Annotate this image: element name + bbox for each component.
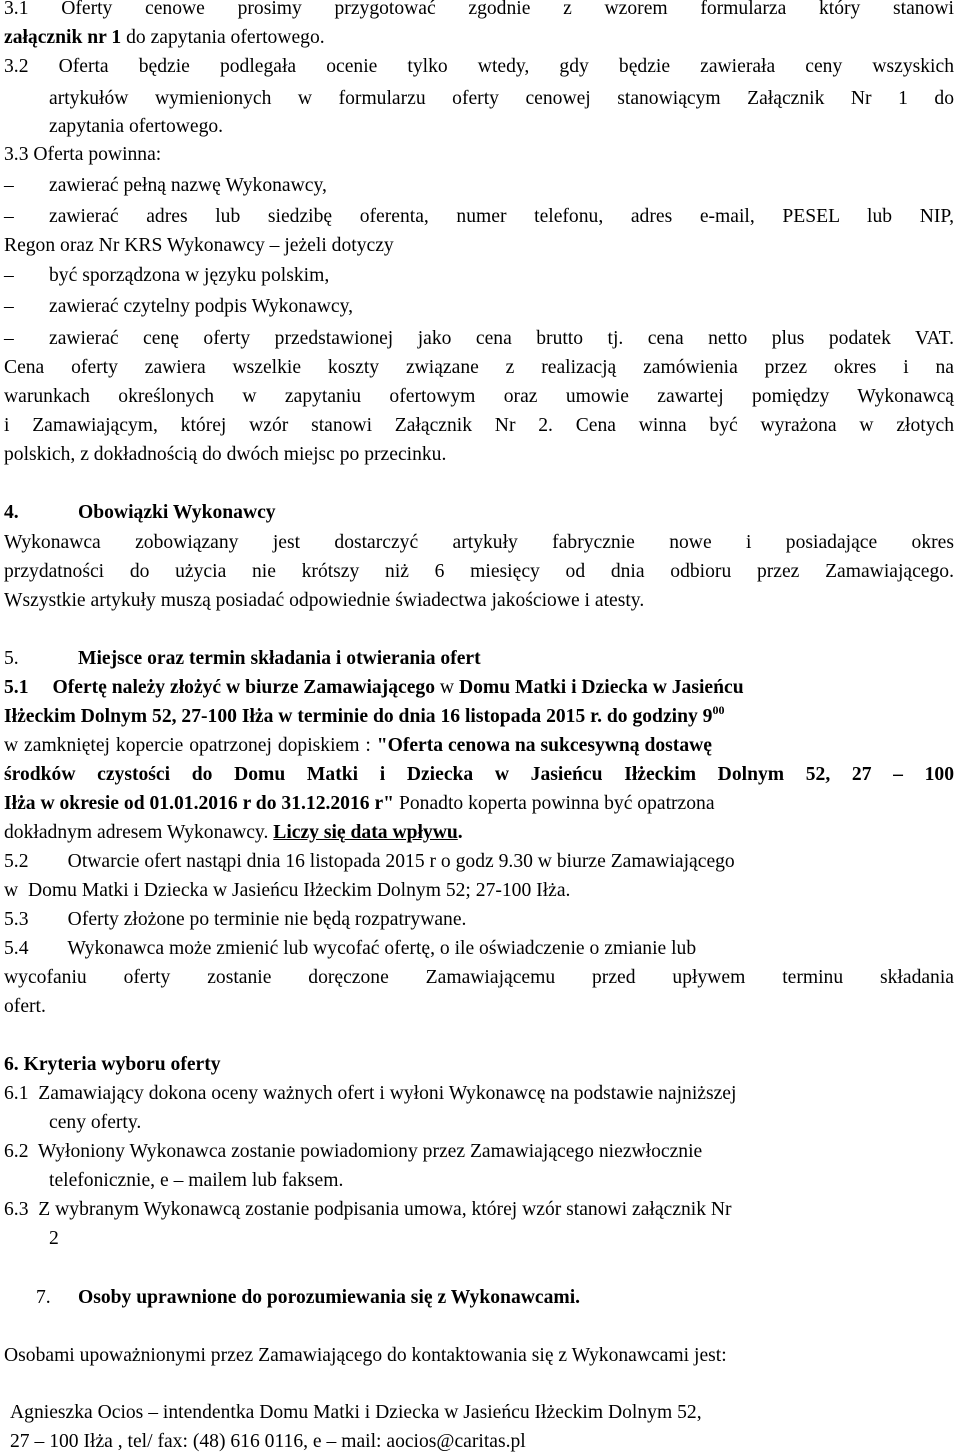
req-dash-1: – (4, 175, 14, 196)
price-line-1: Cena oferty zawiera wszelkie koszty związane z realizacją zamówienia przez okres i na (4, 357, 954, 378)
req-dash-3: – (4, 265, 14, 286)
contact-line-1: Agnieszka Ocios – intendentka Domu Matki i Dziecka w Jasieńcu Iłżeckim Dolnym 52, (10, 1402, 702, 1423)
p51-text-a: Ofertę należy złożyć w biurze Zamawiającego (52, 677, 435, 698)
p32-line-1: 3.2 Oferta będzie podlegała ocenie tylko wtedy, gdy będzie zawierała ceny wszyskich (4, 56, 954, 77)
p33-title: 3.3 Oferta powinna: (4, 144, 162, 165)
p51-text-b: w (435, 677, 459, 698)
p51-text-l: . (457, 822, 463, 843)
req-1: zawierać pełną nazwę Wykonawcy, (49, 175, 327, 196)
req-2b: Regon oraz Nr KRS Wykonawcy – jeżeli dotyczy (4, 235, 394, 256)
p51-text-h: Iłża w okresie od 01.01.2016 r do 31.12.2016 r" (4, 793, 395, 814)
p51-text-c: Domu Matki i Dziecka w Jasieńcu (458, 677, 744, 698)
s4-line-2: przydatności do użycia nie krótszy niż 6 miesięcy od dnia odbioru przez Zamawiającego. (4, 561, 954, 582)
p51-line-2 (4, 702, 724, 731)
p31-line-2: załącznik nr 1 do zapytania ofertowego. (4, 27, 325, 48)
p51-number: 5.1 (4, 677, 29, 698)
p51-text-k: Liczy się data wpływu (273, 822, 458, 843)
s7-number: 7. (36, 1287, 51, 1308)
p51-line-4: środków czystości do Domu Matki i Dziecka w Jasieńcu Iłżeckim Dolnym 52, 27 – 100 (4, 764, 954, 785)
s4-line-1: Wykonawca zobowiązany jest dostarczyć artykuły fabrycznie nowe i posiadające okres (4, 532, 954, 553)
req-5: zawierać cenę oferty przedstawionej jako cena brutto tj. cena netto plus podatek VAT. (49, 328, 954, 349)
p61-line-2: ceny oferty. (49, 1112, 142, 1133)
price-line-4: polskich, z dokładnością do dwóch miejsc po przecinku. (4, 444, 447, 465)
p51-line-3 (4, 731, 712, 760)
p51-text-d: Iłżeckim Dolnym 52, 27-100 Iłża w terminie do dnia 16 listopada 2015 r. do godziny 9 (4, 706, 713, 727)
s4-number: 4. (4, 502, 19, 523)
p51-text-j: dokładnym adresem Wykonawcy. (4, 822, 274, 843)
s7-intro: Osobami upoważnionymi przez Zamawiającego do kontaktowania się z Wykonawcami jest: (4, 1345, 727, 1366)
req-2a: zawierać adres lub siedzibę oferenta, numer telefonu, adres e-mail, PESEL lub NIP, (49, 206, 954, 227)
p32-line-3: zapytania ofertowego. (49, 116, 224, 137)
req-dash-4: – (4, 296, 14, 317)
req-dash-2: – (4, 206, 14, 227)
p53-line: 5.3 Oferty złożone po terminie nie będą rozpatrywane. (4, 909, 467, 930)
s5-title: Miejsce oraz termin składania i otwierania ofert (78, 648, 481, 669)
p51-text-e: w zamkniętej kopercie opatrzonej dopiskiem : (4, 735, 377, 756)
p54-line-2: wycofaniu oferty zostanie doręczone Zamawiającemu przed upływem terminu składania (4, 967, 954, 988)
p31-line-1: 3.1 Oferty cenowe prosimy przygotować zgodnie z wzorem formularza który stanowi (4, 0, 954, 19)
s4-line-3: Wszystkie artykuły muszą posiadać odpowiednie świadectwa jakościowe i atesty. (4, 590, 645, 611)
req-dash-5: – (4, 328, 14, 349)
p54-line-3: ofert. (4, 996, 46, 1017)
s7-title: Osoby uprawnione do porozumiewania się z Wykonawcami. (78, 1287, 581, 1308)
price-line-3: i Zamawiającym, której wzór stanowi Załącznik Nr 2. Cena winna być wyrażona w złotych (4, 415, 954, 436)
p31-bold: załącznik nr 1 (4, 27, 122, 48)
p52-line-2: w Domu Matki i Dziecka w Jasieńcu Iłżeckim Dolnym 52; 27-100 Iłża. (4, 880, 571, 901)
p63-line-2: 2 (49, 1228, 59, 1249)
p62-line-1: 6.2 Wyłoniony Wykonawca zostanie powiadomiony przez Zamawiającego niezwłocznie (4, 1141, 703, 1162)
contact-line-2: 27 – 100 Iłża , tel/ fax: (48) 616 0116, e – mail: aocios@caritas.pl (10, 1431, 526, 1452)
p51-line-6 (4, 818, 463, 847)
p63-line-1: 6.3 Z wybranym Wykonawcą zostanie podpisania umowa, której wzór stanowi załącznik Nr (4, 1199, 732, 1220)
p51-sup: 00 (712, 703, 725, 717)
p62-line-2: telefonicznie, e – mailem lub faksem. (49, 1170, 344, 1191)
price-line-2: warunkach określonych w zapytaniu ofertowym oraz umowie zawartej pomiędzy Wykonawcą (4, 386, 954, 407)
req-3: być sporządzona w języku polskim, (49, 265, 330, 286)
s5-number: 5. (4, 648, 19, 669)
p51-text-i: Ponadto koperta powinna być opatrzona (394, 793, 715, 814)
s4-title: Obowiązki Wykonawcy (78, 502, 276, 523)
p51-line-5 (4, 789, 715, 818)
p54-line-1: 5.4 Wykonawca może zmienić lub wycofać ofertę, o ile oświadczenie o zmianie lub (4, 938, 697, 959)
p52-line-1: 5.2 Otwarcie ofert nastąpi dnia 16 listopada 2015 r o godz 9.30 w biurze Zamawiającego (4, 851, 735, 872)
p32-line-2: artykułów wymienionych w formularzu oferty cenowej stanowiącym Załącznik Nr 1 do (49, 88, 954, 109)
p51-line-1 (4, 673, 954, 702)
p61-line-1: 6.1 Zamawiający dokona oceny ważnych ofert i wyłoni Wykonawcę na podstawie najniższej (4, 1083, 737, 1104)
req-4: zawierać czytelny podpis Wykonawcy, (49, 296, 354, 317)
s6-title: 6. Kryteria wyboru oferty (4, 1054, 221, 1075)
p51-text-f: "Oferta cenowa na sukcesywną dostawę (376, 735, 712, 756)
